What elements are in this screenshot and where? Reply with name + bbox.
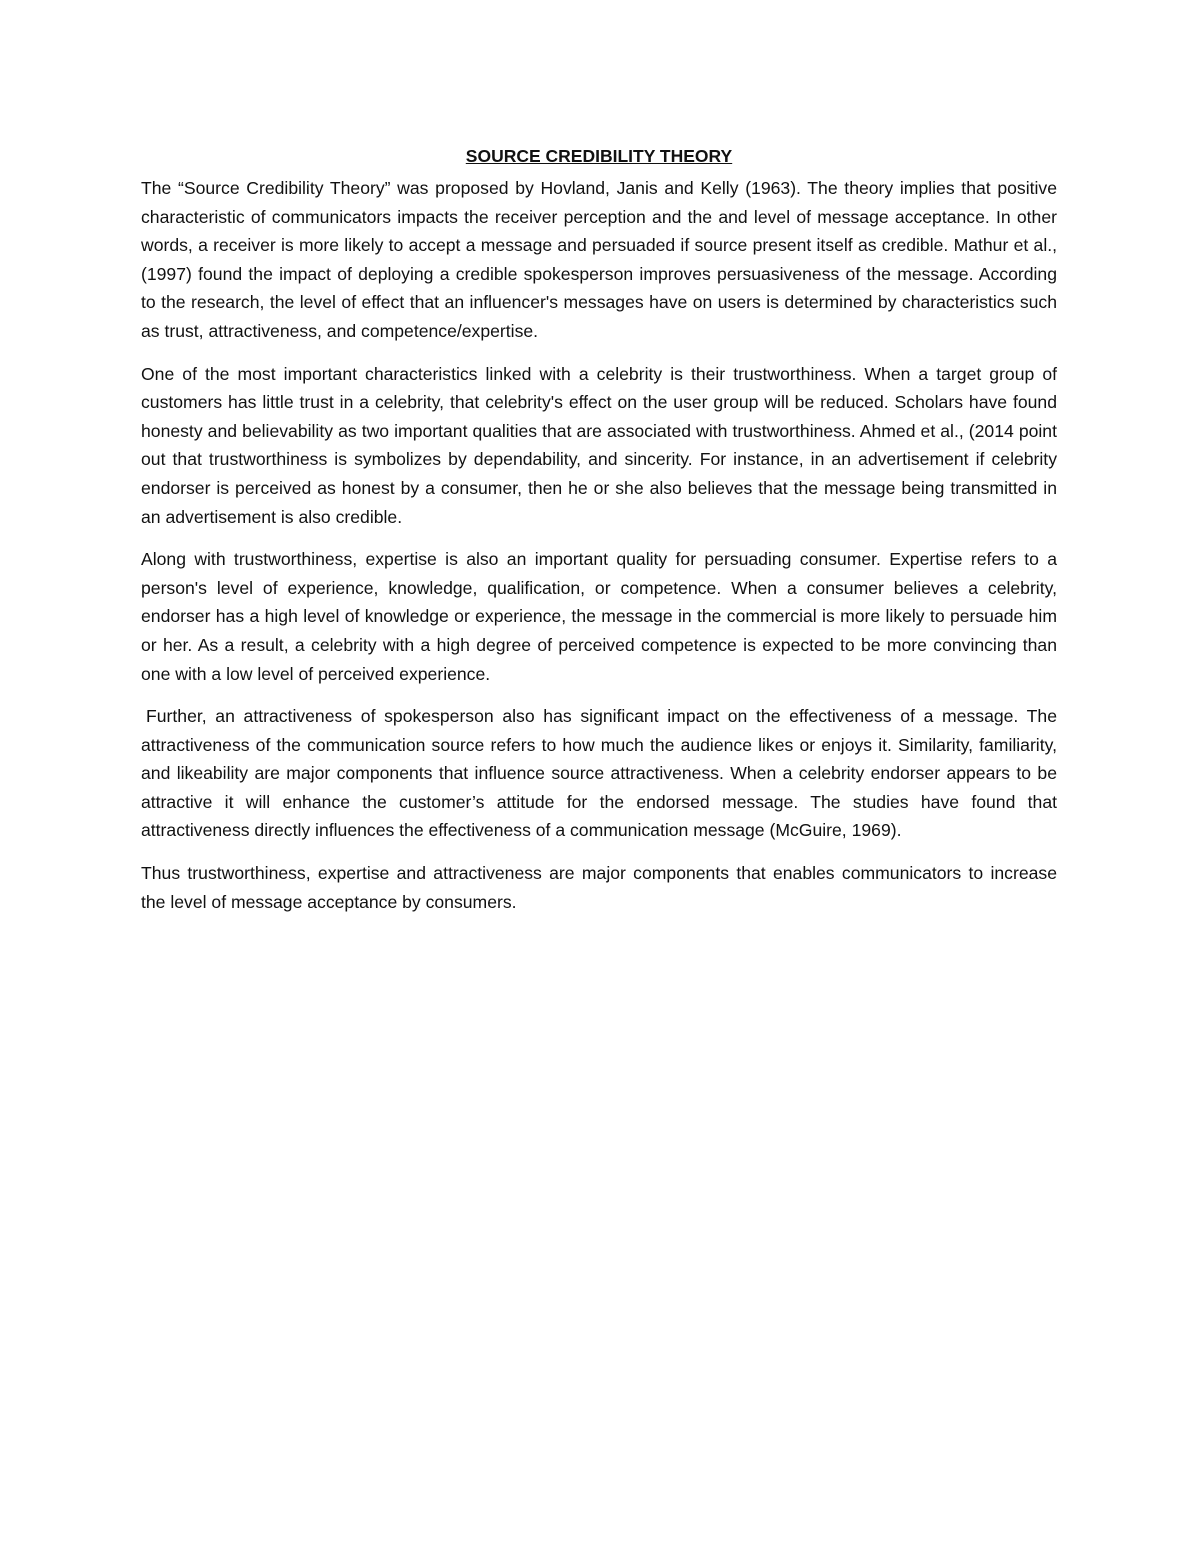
- paragraph-trustworthiness: One of the most important characteristics linked with a celebrity is their trustworthiness. When a target group of customers has little trust in a celebrity, that celebrity's effect on the user group will be reduced. Scholars have found honesty and believability as two important qualities that are associated with trustworthiness. Ahmed et al., (2014 point out that trustworthiness is symbolizes by dependability, and sincerity. For instance, in an advertisement if celebrity endorser is perceived as honest by a consumer, then he or she also believes that the message being transmitted in an advertisement is also credible.: [141, 363, 1057, 527]
- paragraph-intro: The “Source Credibility Theory” was proposed by Hovland, Janis and Kelly (1963). The theory implies that positive characteristic of communicators impacts the receiver perception and the and level of message acceptance. In other words, a receiver is more likely to accept a message and persuaded if source present itself as credible. Mathur et al., (1997) found the impact of deploying a credible spokesperson improves persuasiveness of the message. According to the research, the level of effect that an influencer's messages have on users is determined by characteristics such as trust, attractiveness, and competence/expertise.: [141, 178, 1057, 341]
- paragraph-conclusion: Thus trustworthiness, expertise and attractiveness are major components that enables communicators to increase the level of message acceptance by consumers.: [141, 863, 1057, 912]
- paragraph-expertise: Along with trustworthiness, expertise is also an important quality for persuading consumer. Expertise refers to a person's level of experience, knowledge, qualification, or competence. When a consumer believes a celebrity, endorser has a high level of knowledge or experience, the message in the commercial is more likely to persuade him or her. As a result, a celebrity with a high degree of perceived competence is expected to be more convincing than one with a low level of perceived experience.: [141, 549, 1057, 684]
- document-body: [141, 142, 1057, 930]
- paragraph-attractiveness: Further, an attractiveness of spokesperson also has significant impact on the effectiveness of a message. The attractiveness of the communication source refers to how much the audience likes or enjoys it. Similarity, familiarity, and likeability are major components that influence source attractiveness. When a celebrity endorser appears to be attractive it will enhance the customer’s attitude for the endorsed message. The studies have found that attractiveness directly influences the effectiveness of a communication message (McGuire, 1969).: [141, 706, 1057, 841]
- document-title: SOURCE CREDIBILITY THEORY: [465, 146, 733, 166]
